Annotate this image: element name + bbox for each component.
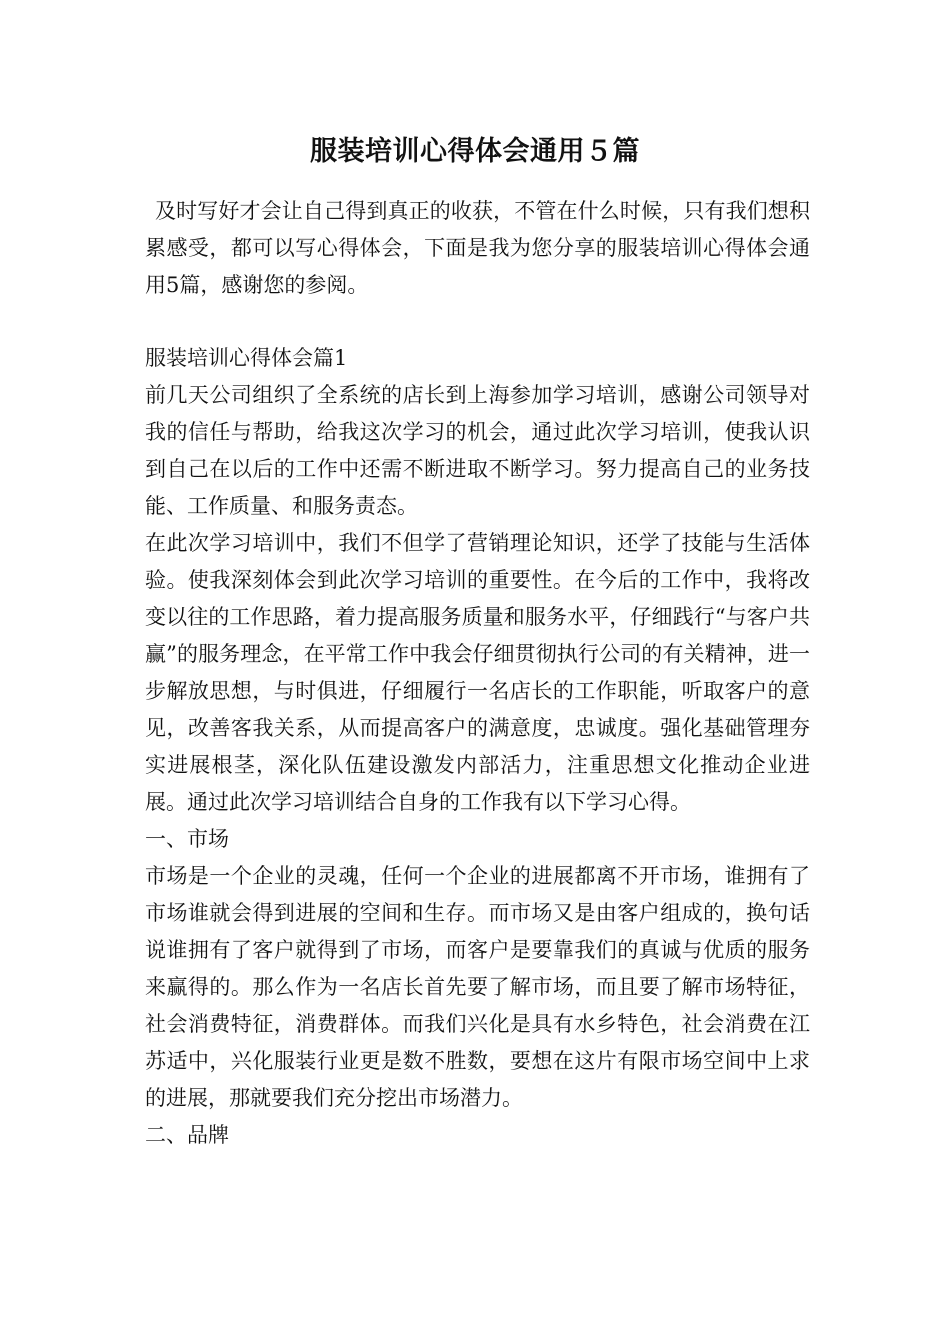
section-heading: 服装培训心得体会篇1	[145, 346, 348, 370]
subheading-brand: 二、品牌	[145, 1123, 229, 1147]
body-paragraph: 前几天公司组织了全系统的店长到上海参加学习培训，感谢公司领导对我的信任与帮助，给我这次学习的机会，通过此次学习培训，使我认识到自己在以后的工作中还需不断进取不断学习。努力提高自己的业务技能、工作质量、和服务责态。	[145, 383, 810, 518]
intro-paragraph: 及时写好才会让自己得到真正的收获，不管在什么时候，只有我们想积累感受，都可以写心得体会，下面是我为您分享的服装培训心得体会通用5篇，感谢您的参阅。	[145, 199, 810, 297]
document-body	[145, 340, 810, 1154]
body-paragraph: 在此次学习培训中，我们不但学了营销理论知识，还学了技能与生活体验。使我深刻体会到此次学习培训的重要性。在今后的工作中，我将改变以往的工作思路，着力提高服务质量和服务水平，仔细践行“与客户共赢”的服务理念，在平常工作中我会仔细贯彻执行公司的有关精神，进一步解放思想，与时俱进，仔细履行一名店长的工作职能，听取客户的意见，改善客我关系，从而提高客户的满意度，忠诚度。强化基础管理夯实进展根茎，深化队伍建设激发内部活力，注重思想文化推动企业进展。通过此次学习培训结合自身的工作我有以下学习心得。	[145, 531, 810, 814]
market-paragraph: 市场是一个企业的灵魂，任何一个企业的进展都离不开市场，谁拥有了市场谁就会得到进展的空间和生存。而市场又是由客户组成的，换句话说谁拥有了客户就得到了市场，而客户是要靠我们的真诚与优质的服务来赢得的。那么作为一名店长首先要了解市场，而且要了解市场特征，社会消费特征，消费群体。而我们兴化是具有水乡特色，社会消费在江苏适中，兴化服装行业更是数不胜数，要想在这片有限市场空间中上求的进展，那就要我们充分挖出市场潜力。	[145, 864, 810, 1110]
document-title: 服装培训心得体会通用５篇	[310, 136, 640, 167]
subheading-market: 一、市场	[145, 827, 229, 851]
